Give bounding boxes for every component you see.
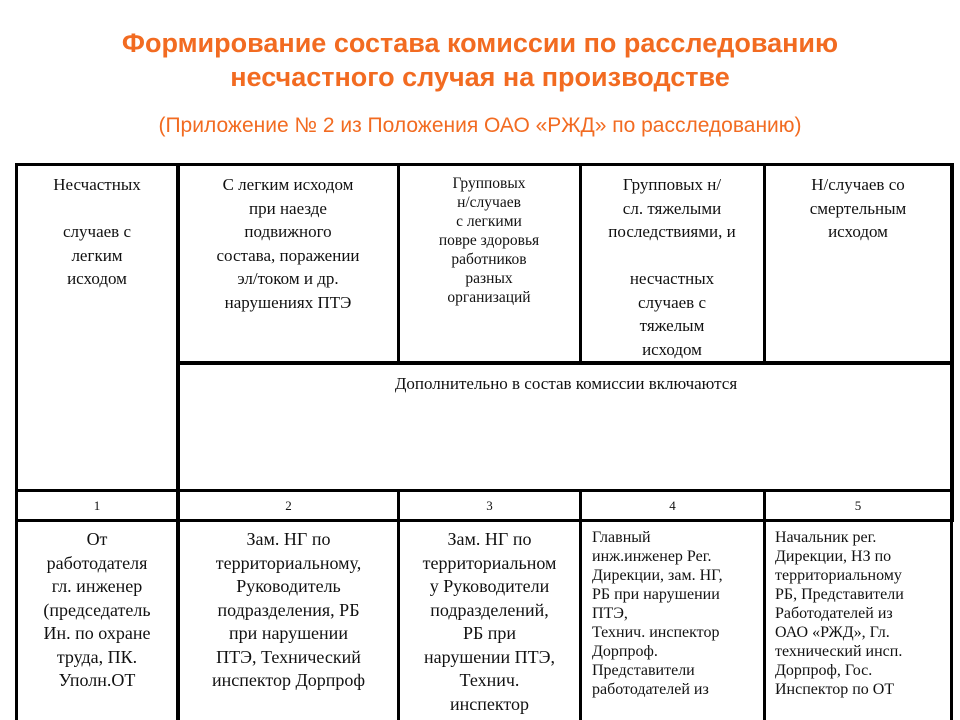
header-cell-3: Групповых н/случаев с легкими повре здоровья работников разных организаций <box>438 175 540 306</box>
column-number-4: 4 <box>669 498 676 513</box>
page-title-line-1: Формирование состава комиссии по расследованию <box>121 28 839 58</box>
column-number-5: 5 <box>854 498 862 513</box>
additional-members-label: Дополнительно в состав комиссии включаются <box>394 374 738 393</box>
header-cell-2: С легким исходом при наезде подвижного состава, поражении эл/током и др. нарушениях ПТЭ <box>216 175 360 312</box>
body-cell-2: Зам. НГ по территориальному, Руководитель подразделения, РБ при нарушении ПТЭ, Технический инспектор Дорпроф <box>211 529 366 690</box>
header-cell-4: Групповых н/ сл. тяжелыми последствиями, и несчастных случаев с тяжелым исходом <box>608 175 736 359</box>
table-rule-header <box>179 361 954 365</box>
table-vline-4-body <box>763 489 766 720</box>
body-cell-5: Начальник рег. Дирекции, НЗ по территориальному РБ, Представители Работодателей из ОАО «РЖД», Гл. технический инсп. Дорпроф, Гос. Инспектор по ОТ <box>775 529 904 698</box>
table-border-top <box>15 163 954 166</box>
table-vline-2-header <box>397 163 400 363</box>
table-vline-1 <box>176 163 180 720</box>
page-subtitle: (Приложение № 2 из Положения ОАО «РЖД» по расследованию) <box>158 114 802 137</box>
table-rule-numbers <box>15 519 954 522</box>
table-vline-2-body <box>397 489 400 720</box>
column-number-1: 1 <box>93 498 101 513</box>
body-cell-4: Главный инж.инженер Рег. Дирекции, зам. НГ, РБ при нарушении ПТЭ, Технич. инспектор Дорпроф. Представители работодателей из <box>592 529 723 698</box>
header-cell-1: Несчастных случаев с легким исходом <box>53 175 141 288</box>
header-cell-5: Н/случаев со смертельным исходом <box>809 175 907 241</box>
table-vline-3-header <box>579 163 582 363</box>
column-number-3: 3 <box>486 498 493 513</box>
table-rule-additional <box>15 489 954 492</box>
body-cell-1: От работодателя гл. инженер (председатель Ин. по охране труда, ПК. Уполн.ОТ <box>43 529 151 690</box>
table-border-right-lower <box>950 519 953 720</box>
body-cell-3: Зам. НГ по территориальном у Руководители подразделений, РБ при нарушении ПТЭ, Технич. инспектор <box>422 529 557 714</box>
column-number-2: 2 <box>285 498 292 513</box>
table-vline-4-header <box>763 163 766 363</box>
table-vline-3-body <box>579 489 582 720</box>
page-title-line-2: несчастного случая на производстве <box>230 62 730 92</box>
table-border-right-upper <box>950 163 954 520</box>
table-border-left <box>15 163 18 720</box>
